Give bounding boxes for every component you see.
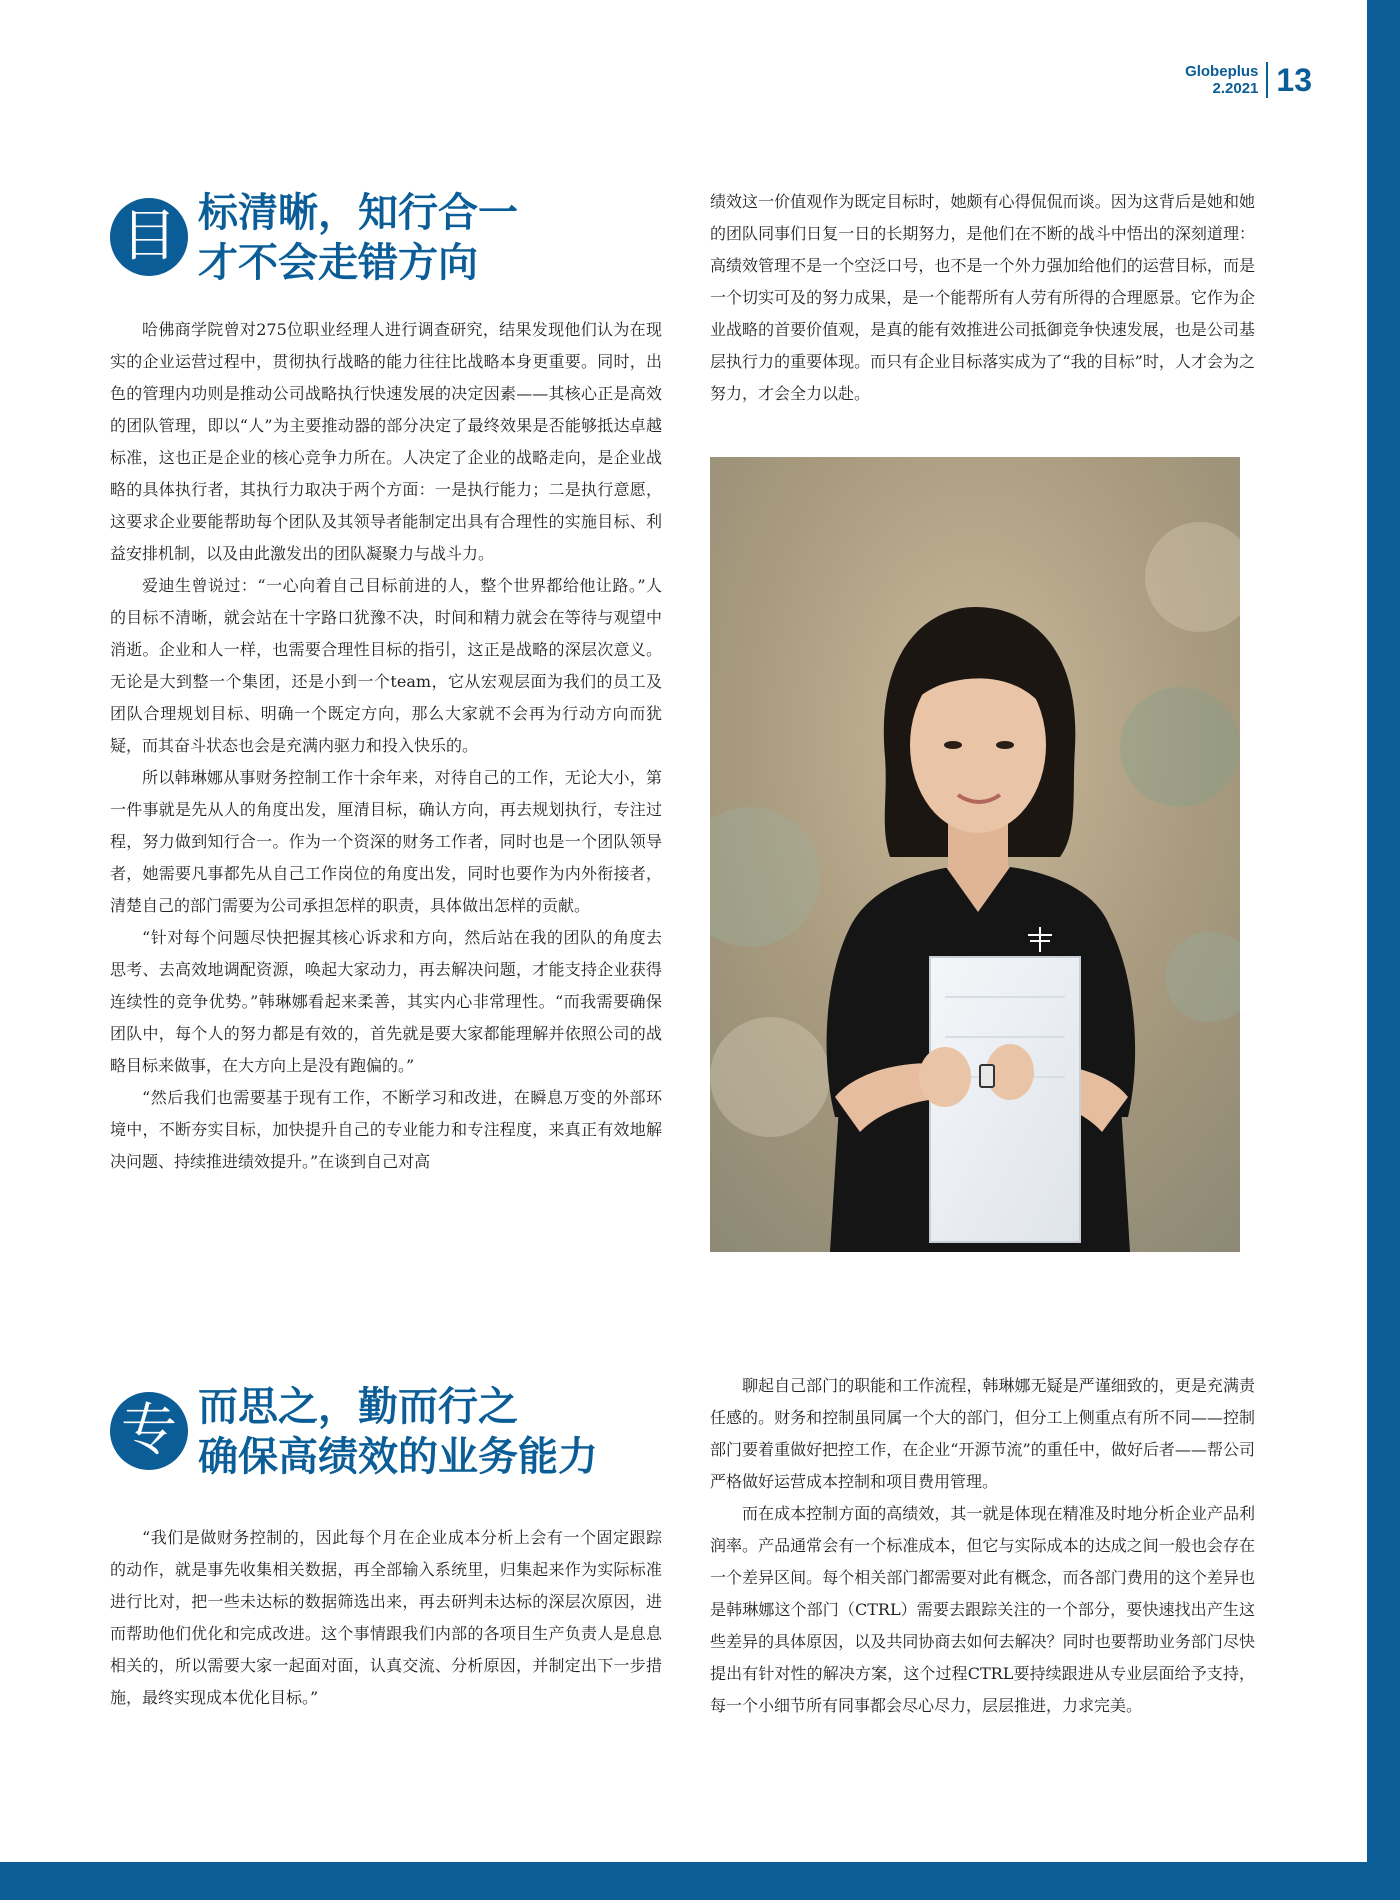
section1-title-line1: 标清晰，知行合一	[198, 189, 518, 236]
paragraph: 聊起自己部门的职能和工作流程，韩琳娜无疑是严谨细致的，更是充满责任感的。财务和控制虽同属一个大的部门，但分工上侧重点有所不同——控制部门要着重做好把控工作，在企业“开源节流”的重任中，做好后者——帮公司严格做好运营成本控制和项目费用管理。	[710, 1376, 1255, 1491]
page-number: 13	[1276, 62, 1312, 98]
magazine-info	[1185, 63, 1258, 97]
portrait-photo	[710, 457, 1240, 1252]
paragraph: “然后我们也需要基于现有工作，不断学习和改进，在瞬息万变的外部环境中，不断夯实目标，加快提升自己的专业能力和专注程度，来真正有效地解决问题、持续推进绩效提升。”在谈到自己对高	[110, 1088, 662, 1171]
magazine-name: Globeplus	[1185, 63, 1259, 80]
section2-left-column	[110, 1522, 662, 1714]
paragraph: 爱迪生曾说过：“一心向着自己目标前进的人，整个世界都给他让路。”人的目标不清晰，就会站在十字路口犹豫不决，时间和精力就会在等待与观望中消逝。企业和人一样，也需要合理性目标的指引，这正是战略的深层次意义。无论是大到整一个集团，还是小到一个team，它从宏观层面为我们的员工及团队合理规划目标、明确一个既定方向，那么大家就不会再为行动方向而犹疑，而其奋斗状态也会是充满内驱力和投入快乐的。	[110, 576, 662, 755]
section1-heading	[110, 188, 518, 288]
section2-title-line2: 确保高绩效的业务能力	[198, 1433, 598, 1480]
section2-drop-char: 专	[110, 1392, 188, 1470]
section1-drop-char: 目	[110, 198, 188, 276]
section1-title-line2: 才不会走错方向	[198, 239, 478, 286]
paragraph: 哈佛商学院曾对275位职业经理人进行调查研究，结果发现他们认为在现实的企业运营过程中，贯彻执行战略的能力往往比战略本身更重要。同时，出色的管理内功则是推动公司战略执行快速发展的决定因素——其核心正是高效的团队管理，即以“人”为主要推动器的部分决定了最终效果是否能够抵达卓越标准，这也正是企业的核心竞争力所在。人决定了企业的战略走向，是企业战略的具体执行者，其执行力取决于两个方面：一是执行能力；二是执行意愿，这要求企业要能帮助每个团队及其领导者能制定出具有合理性的实施目标、利益安排机制，以及由此激发出的团队凝聚力与战斗力。	[110, 320, 662, 563]
section1-right-column	[710, 186, 1255, 410]
issue-date: 2.2021	[1212, 80, 1259, 97]
page-header	[1185, 62, 1312, 98]
section2-title-line1: 而思之，勤而行之	[198, 1383, 518, 1430]
portrait-illustration	[710, 457, 1240, 1252]
paragraph-continuation: 绩效这一价值观作为既定目标时，她颇有心得侃侃而谈。因为这背后是她和她的团队同事们日复一日的长期努力，是他们在不断的战斗中悟出的深刻道理：高绩效管理不是一个空泛口号，也不是一个外力强加给他们的运营目标，而是一个切实可及的努力成果，是一个能帮所有人劳有所得的合理愿景。它作为企业战略的首要价值观，是真的能有效推进公司抵御竞争快速发展，也是公司基层执行力的重要体现。而只有企业目标落实成为了“我的目标”时，人才会为之努力，才会全力以赴。	[710, 192, 1255, 403]
paragraph: “我们是做财务控制的，因此每个月在企业成本分析上会有一个固定跟踪的动作，就是事先收集相关数据，再全部输入系统里，归集起来作为实际标准进行比对，把一些未达标的数据筛选出来，再去研判未达标的深层次原因，进而帮助他们优化和完成改进。这个事情跟我们内部的各项目生产负责人是息息相关的，所以需要大家一起面对面，认真交流、分析原因，并制定出下一步措施，最终实现成本优化目标。”	[110, 1528, 662, 1707]
section2-heading	[110, 1382, 598, 1482]
section2-right-column	[710, 1370, 1255, 1722]
header-divider	[1266, 62, 1268, 98]
section1-left-column	[110, 314, 662, 1178]
paragraph: 所以韩琳娜从事财务控制工作十余年来，对待自己的工作，无论大小，第一件事就是先从人的角度出发，厘清目标，确认方向，再去规划执行，专注过程，努力做到知行合一。作为一个资深的财务工作者，同时也是一个团队领导者，她需要凡事都先从自己工作岗位的角度出发，同时也要作为内外衔接者，清楚自己的部门需要为公司承担怎样的职责，具体做出怎样的贡献。	[110, 768, 662, 915]
paragraph: 而在成本控制方面的高绩效，其一就是体现在精准及时地分析企业产品利润率。产品通常会有一个标准成本，但它与实际成本的达成之间一般也会存在一个差异区间。每个相关部门都需要对此有概念，而各部门费用的这个差异也是韩琳娜这个部门（CTRL）需要去跟踪关注的一个部分，要快速找出产生这些差异的具体原因，以及共同协商去如何去解决？同时也要帮助业务部门尽快提出有针对性的解决方案，这个过程CTRL要持续跟进从专业层面给予支持，每一个小细节所有同事都会尽心尽力，层层推进，力求完美。	[710, 1504, 1255, 1715]
paragraph: “针对每个问题尽快把握其核心诉求和方向，然后站在我的团队的角度去思考、去高效地调配资源，唤起大家动力，再去解决问题，才能支持企业获得连续性的竞争优势。”韩琳娜看起来柔善，其实内心非常理性。“而我需要确保团队中，每个人的努力都是有效的，首先就是要大家都能理解并依照公司的战略目标来做事，在大方向上是没有跑偏的。”	[110, 928, 662, 1075]
